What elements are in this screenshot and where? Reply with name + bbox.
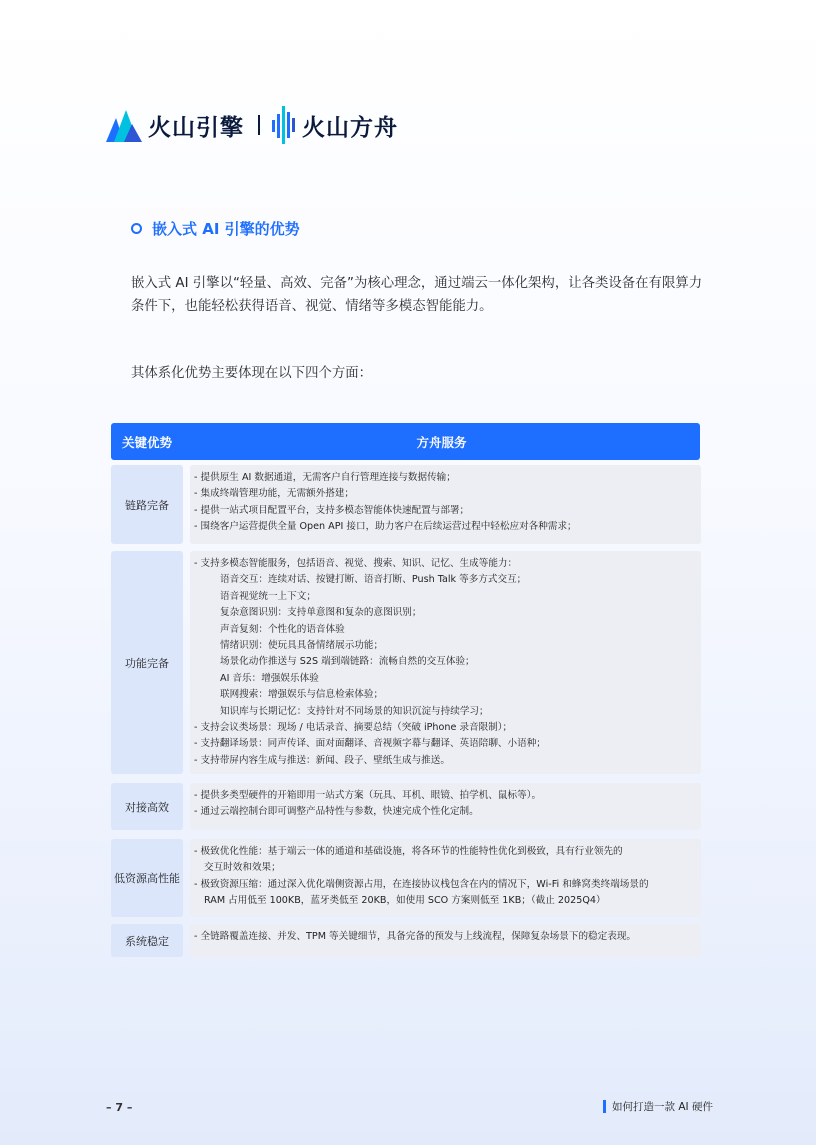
list-item: - 支持翻译场景：同声传译、面对面翻译、音视频字幕与翻译、英语陪聊、小语种； xyxy=(194,736,697,752)
table-row xyxy=(111,839,702,917)
sub-item: 情绪识别：使玩具具备情绪展示功能； xyxy=(220,640,384,652)
list-item-continuation: 交互时效和效果； xyxy=(204,862,281,874)
sub-item: 知识库与长期记忆：支持针对不同场景的知识沉淀与持续学习； xyxy=(220,705,489,717)
row-content xyxy=(190,465,701,544)
footer-title xyxy=(603,1099,713,1114)
sub-item: 语音交互：连续对话、按键打断、语音打断、Push Talk 等多方式交互； xyxy=(220,574,527,586)
table-row xyxy=(111,924,702,957)
sub-item: 复杂意图识别：支持单意图和复杂的意图识别； xyxy=(220,607,422,619)
list-item: - 支持多模态智能服务，包括语音、视觉、搜索、知识、记忆、生成等能力： xyxy=(194,556,697,572)
list-item: - 围绕客户运营提供全量 Open API 接口，助力客户在后续运营过程中轻松应对各种需求； xyxy=(194,519,697,535)
row-content xyxy=(190,551,701,774)
table-row xyxy=(111,465,702,544)
footer-title-text: 如何打造一款 AI 硬件 xyxy=(612,1101,713,1113)
row-label: 对接高效 xyxy=(111,783,183,830)
row-label: 功能完备 xyxy=(111,551,183,774)
section-heading xyxy=(131,218,300,239)
row-label: 系统稳定 xyxy=(111,924,183,957)
brand-ark: 火山方舟 xyxy=(302,114,398,141)
table-row xyxy=(111,551,702,774)
intro-paragraph xyxy=(131,272,721,318)
footer-accent-bar xyxy=(603,1100,606,1113)
row-content xyxy=(190,924,701,957)
list-item: - 通过云端控制台即可调整产品特性与参数，快速完成个性化定制。 xyxy=(194,804,697,820)
brand-volcengine: 火山引擎 xyxy=(148,114,244,141)
row-content xyxy=(190,839,701,917)
row-label: 低资源高性能 xyxy=(111,839,183,917)
table-header xyxy=(111,423,700,460)
brand-divider xyxy=(258,115,260,135)
header-ark-service: 方舟服务 xyxy=(416,434,467,450)
volcengine-logo-icon xyxy=(106,108,142,142)
sub-item: 语音视觉统一上下文； xyxy=(220,590,316,602)
list-item: - 提供原生 AI 数据通道，无需客户自行管理连接与数据传输； xyxy=(194,470,697,486)
header-key-advantage: 关键优势 xyxy=(121,434,172,450)
section-title: 嵌入式 AI 引擎的优势 xyxy=(152,220,300,238)
circle-bullet-icon xyxy=(131,223,142,234)
list-item: - 支持带屏内容生成与推送：新闻、段子、壁纸生成与推送。 xyxy=(194,753,697,769)
sub-item: 场景化动作推送与 S2S 端到端链路：流畅自然的交互体验； xyxy=(220,656,475,668)
sub-item: AI 音乐：增强娱乐体验 xyxy=(220,672,319,684)
list-item: - 提供多类型硬件的开箱即用一站式方案（玩具、耳机、眼镜、拍学机、鼠标等）。 xyxy=(194,788,697,804)
row-label: 链路完备 xyxy=(111,465,183,544)
list-item: - 全链路覆盖连接、并发、TPM 等关键细节，具备完备的预发与上线流程，保障复杂场景下的稳定表现。 xyxy=(194,929,697,945)
list-item: - 极致优化性能：基于端云一体的通道和基础设施，将各环节的性能特性优化到极致，具有行业领先的 xyxy=(194,844,697,860)
header xyxy=(106,104,398,146)
list-item: - 提供一站式项目配置平台，支持多模态智能体快速配置与部署； xyxy=(194,503,697,519)
lead-sentence: 其体系化优势主要体现在以下四个方面： xyxy=(131,366,373,381)
page-number: – 7 – xyxy=(106,1101,133,1114)
sub-item: 联网搜索：增强娱乐与信息检索体验； xyxy=(220,689,384,701)
list-item: - 支持会议类场景：现场 / 电话录音、摘要总结（突破 iPhone 录音限制）； xyxy=(194,720,697,736)
list-item: - 极致资源压缩：通过深入优化端侧资源占用，在连接协议栈包含在内的情况下，Wi-Fi 和蜂窝类终端场景的 xyxy=(194,877,697,893)
ark-logo-icon xyxy=(272,106,298,144)
table-row xyxy=(111,783,702,830)
sub-item: 声音复刻：个性化的语音体验 xyxy=(220,623,345,635)
intro-line: 条件下，也能轻松获得语音、视觉、情绪等多模态智能能力。 xyxy=(131,299,493,314)
intro-line: 嵌入式 AI 引擎以“轻量、高效、完备”为核心理念，通过端云一体化架构，让各类设备在有限算力 xyxy=(131,276,703,291)
list-item: - 集成终端管理功能，无需额外搭建； xyxy=(194,486,697,502)
row-content xyxy=(190,783,701,830)
list-item-continuation: RAM 占用低至 100KB，蓝牙类低至 20KB，如使用 SCO 方案则低至 1KB；（截止 2025Q4） xyxy=(204,895,606,907)
